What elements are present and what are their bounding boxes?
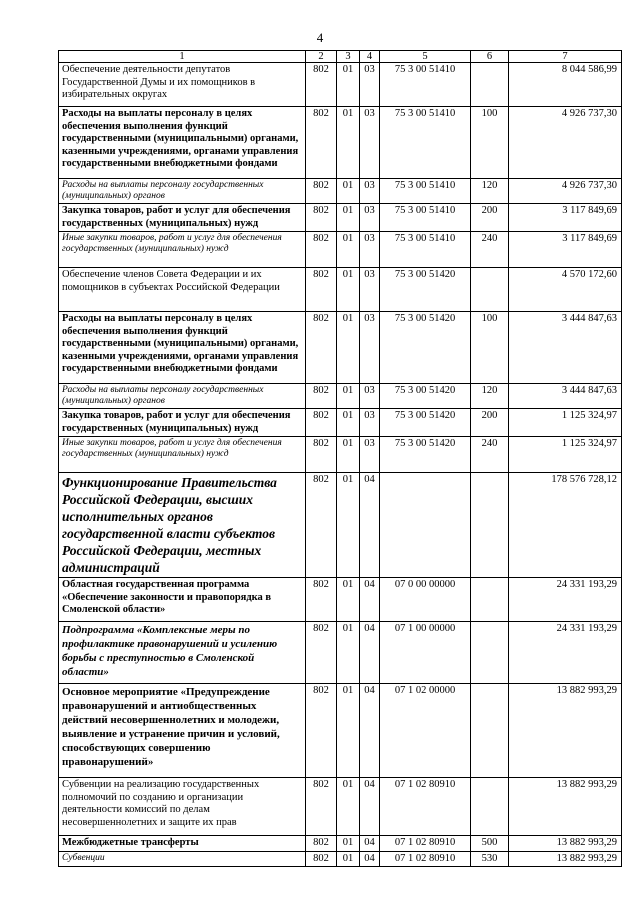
col3-cell: 01 — [337, 232, 360, 268]
amount-cell: 3 444 847,63 — [509, 312, 622, 384]
row-name-cell: Межбюджетные трансферты — [59, 836, 306, 852]
table-row — [59, 179, 622, 204]
amount-cell: 178 576 728,12 — [509, 473, 622, 578]
code-cell: 75 3 00 51420 — [380, 312, 471, 384]
col3-cell: 01 — [337, 473, 360, 578]
type-cell: 200 — [471, 409, 509, 437]
code-cell — [380, 473, 471, 578]
col4-cell: 04 — [360, 684, 380, 778]
col4-cell: 04 — [360, 622, 380, 684]
type-cell — [471, 778, 509, 836]
table-row — [59, 622, 622, 684]
code-cell: 75 3 00 51410 — [380, 107, 471, 179]
col2-cell: 802 — [306, 409, 337, 437]
col2-cell: 802 — [306, 851, 337, 867]
table-row — [59, 778, 622, 836]
row-name-cell: Расходы на выплаты персоналу в целях обеспечения выполнения функций государственными (муниципальными) органами, казенными учреждениями, органами управления государственными внебюджетными фондами — [59, 107, 306, 179]
table-row — [59, 232, 622, 268]
col2-cell: 802 — [306, 778, 337, 836]
table-row — [59, 107, 622, 179]
type-cell — [471, 63, 509, 107]
col2-cell: 802 — [306, 312, 337, 384]
table-row — [59, 473, 622, 578]
col2-cell: 802 — [306, 578, 337, 622]
col4-cell: 04 — [360, 778, 380, 836]
row-name-cell: Основное мероприятие «Предупреждение правонарушений и антиобщественных действий несовершеннолетних и молодежи, выявление и устранение причин и условий, способствующих совершению правонарушений» — [59, 684, 306, 778]
type-cell: 500 — [471, 836, 509, 852]
col3-cell: 01 — [337, 778, 360, 836]
col3-cell: 01 — [337, 409, 360, 437]
row-name-cell: Подпрограмма «Комплексные меры по профилактике правонарушений и усилению борьбы с преступностью в Смоленской области» — [59, 622, 306, 684]
col3-cell: 01 — [337, 836, 360, 852]
row-name-cell: Расходы на выплаты персоналу государственных (муниципальных) органов — [59, 179, 306, 204]
amount-cell: 4 570 172,60 — [509, 268, 622, 312]
type-cell: 120 — [471, 179, 509, 204]
col4-cell: 03 — [360, 437, 380, 473]
header-col-2: 2 — [306, 51, 337, 63]
code-cell: 75 3 00 51420 — [380, 268, 471, 312]
col4-cell: 03 — [360, 107, 380, 179]
code-cell: 07 1 02 80910 — [380, 778, 471, 836]
amount-cell: 13 882 993,29 — [509, 684, 622, 778]
table-row — [59, 437, 622, 473]
table-header-row — [59, 51, 622, 63]
type-cell: 100 — [471, 107, 509, 179]
col4-cell: 04 — [360, 851, 380, 867]
row-name-cell: Иные закупки товаров, работ и услуг для обеспечения государственных (муниципальных) нужд — [59, 437, 306, 473]
col4-cell: 03 — [360, 268, 380, 312]
col2-cell: 802 — [306, 107, 337, 179]
col2-cell: 802 — [306, 473, 337, 578]
table-row — [59, 204, 622, 232]
amount-cell: 1 125 324,97 — [509, 437, 622, 473]
type-cell — [471, 622, 509, 684]
col4-cell: 03 — [360, 63, 380, 107]
table-row — [59, 409, 622, 437]
code-cell: 75 3 00 51410 — [380, 232, 471, 268]
col2-cell: 802 — [306, 836, 337, 852]
type-cell — [471, 268, 509, 312]
row-name-cell: Иные закупки товаров, работ и услуг для обеспечения государственных (муниципальных) нужд — [59, 232, 306, 268]
page-number: 4 — [316, 30, 324, 45]
col2-cell: 802 — [306, 63, 337, 107]
row-name-cell: Функционирование Правительства Российской Федерации, высших исполнительных органов государственной власти субъектов Российской Федерации, местных администраций — [59, 473, 306, 578]
col3-cell: 01 — [337, 179, 360, 204]
row-name-cell: Расходы на выплаты персоналу в целях обеспечения выполнения функций государственными (муниципальными) органами, казенными учреждениями, органами управления государственными внебюджетными фондами — [59, 312, 306, 384]
col4-cell: 04 — [360, 836, 380, 852]
table-row — [59, 312, 622, 384]
type-cell: 120 — [471, 384, 509, 409]
row-name-cell: Областная государственная программа «Обеспечение законности и правопорядка в Смоленской области» — [59, 578, 306, 622]
type-cell: 240 — [471, 437, 509, 473]
row-name-cell: Субвенции — [59, 851, 306, 867]
amount-cell: 24 331 193,29 — [509, 622, 622, 684]
col3-cell: 01 — [337, 622, 360, 684]
col2-cell: 802 — [306, 622, 337, 684]
row-name-cell: Обеспечение деятельности депутатов Государственной Думы и их помощников в избирательных округах — [59, 63, 306, 107]
code-cell: 07 0 00 00000 — [380, 578, 471, 622]
header-col-1: 1 — [59, 51, 306, 63]
code-cell: 07 1 02 80910 — [380, 851, 471, 867]
col3-cell: 01 — [337, 578, 360, 622]
row-name-cell: Закупка товаров, работ и услуг для обеспечения государственных (муниципальных) нужд — [59, 409, 306, 437]
code-cell: 07 1 02 00000 — [380, 684, 471, 778]
col3-cell: 01 — [337, 268, 360, 312]
code-cell: 75 3 00 51410 — [380, 204, 471, 232]
col2-cell: 802 — [306, 437, 337, 473]
amount-cell: 3 117 849,69 — [509, 204, 622, 232]
code-cell: 75 3 00 51420 — [380, 384, 471, 409]
amount-cell: 13 882 993,29 — [509, 851, 622, 867]
table-row — [59, 63, 622, 107]
header-col-4: 4 — [360, 51, 380, 63]
col4-cell: 03 — [360, 409, 380, 437]
table-row — [59, 851, 622, 867]
code-cell: 75 3 00 51420 — [380, 409, 471, 437]
col2-cell: 802 — [306, 684, 337, 778]
code-cell: 75 3 00 51420 — [380, 437, 471, 473]
type-cell — [471, 473, 509, 578]
code-cell: 75 3 00 51410 — [380, 63, 471, 107]
header-col-5: 5 — [380, 51, 471, 63]
type-cell: 200 — [471, 204, 509, 232]
header-col-3: 3 — [337, 51, 360, 63]
col4-cell: 03 — [360, 179, 380, 204]
type-cell — [471, 684, 509, 778]
col3-cell: 01 — [337, 312, 360, 384]
col2-cell: 802 — [306, 204, 337, 232]
row-name-cell: Закупка товаров, работ и услуг для обеспечения государственных (муниципальных) нужд — [59, 204, 306, 232]
amount-cell: 3 117 849,69 — [509, 232, 622, 268]
amount-cell: 13 882 993,29 — [509, 778, 622, 836]
col4-cell: 03 — [360, 204, 380, 232]
amount-cell: 3 444 847,63 — [509, 384, 622, 409]
col3-cell: 01 — [337, 437, 360, 473]
col3-cell: 01 — [337, 63, 360, 107]
row-name-cell: Обеспечение членов Совета Федерации и их помощников в субъектах Российской Федерации — [59, 268, 306, 312]
col4-cell: 03 — [360, 312, 380, 384]
budget-table — [58, 50, 622, 867]
table-row — [59, 684, 622, 778]
col2-cell: 802 — [306, 268, 337, 312]
col3-cell: 01 — [337, 851, 360, 867]
amount-cell: 1 125 324,97 — [509, 409, 622, 437]
col3-cell: 01 — [337, 107, 360, 179]
col4-cell: 04 — [360, 578, 380, 622]
col2-cell: 802 — [306, 384, 337, 409]
amount-cell: 4 926 737,30 — [509, 179, 622, 204]
col2-cell: 802 — [306, 179, 337, 204]
code-cell: 07 1 02 80910 — [380, 836, 471, 852]
type-cell: 240 — [471, 232, 509, 268]
row-name-cell: Субвенции на реализацию государственных полномочий по созданию и организации деятельности комиссий по делам несовершеннолетних и защите их прав — [59, 778, 306, 836]
amount-cell: 4 926 737,30 — [509, 107, 622, 179]
header-col-6: 6 — [471, 51, 509, 63]
header-col-7: 7 — [509, 51, 622, 63]
type-cell: 530 — [471, 851, 509, 867]
code-cell: 07 1 00 00000 — [380, 622, 471, 684]
table-row — [59, 268, 622, 312]
code-cell: 75 3 00 51410 — [380, 179, 471, 204]
col2-cell: 802 — [306, 232, 337, 268]
type-cell: 100 — [471, 312, 509, 384]
table-row — [59, 836, 622, 852]
col3-cell: 01 — [337, 684, 360, 778]
col4-cell: 04 — [360, 473, 380, 578]
col3-cell: 01 — [337, 384, 360, 409]
type-cell — [471, 578, 509, 622]
amount-cell: 24 331 193,29 — [509, 578, 622, 622]
amount-cell: 13 882 993,29 — [509, 836, 622, 852]
amount-cell: 8 044 586,99 — [509, 63, 622, 107]
col4-cell: 03 — [360, 232, 380, 268]
table-row — [59, 384, 622, 409]
col4-cell: 03 — [360, 384, 380, 409]
col3-cell: 01 — [337, 204, 360, 232]
table-row — [59, 578, 622, 622]
row-name-cell: Расходы на выплаты персоналу государственных (муниципальных) органов — [59, 384, 306, 409]
